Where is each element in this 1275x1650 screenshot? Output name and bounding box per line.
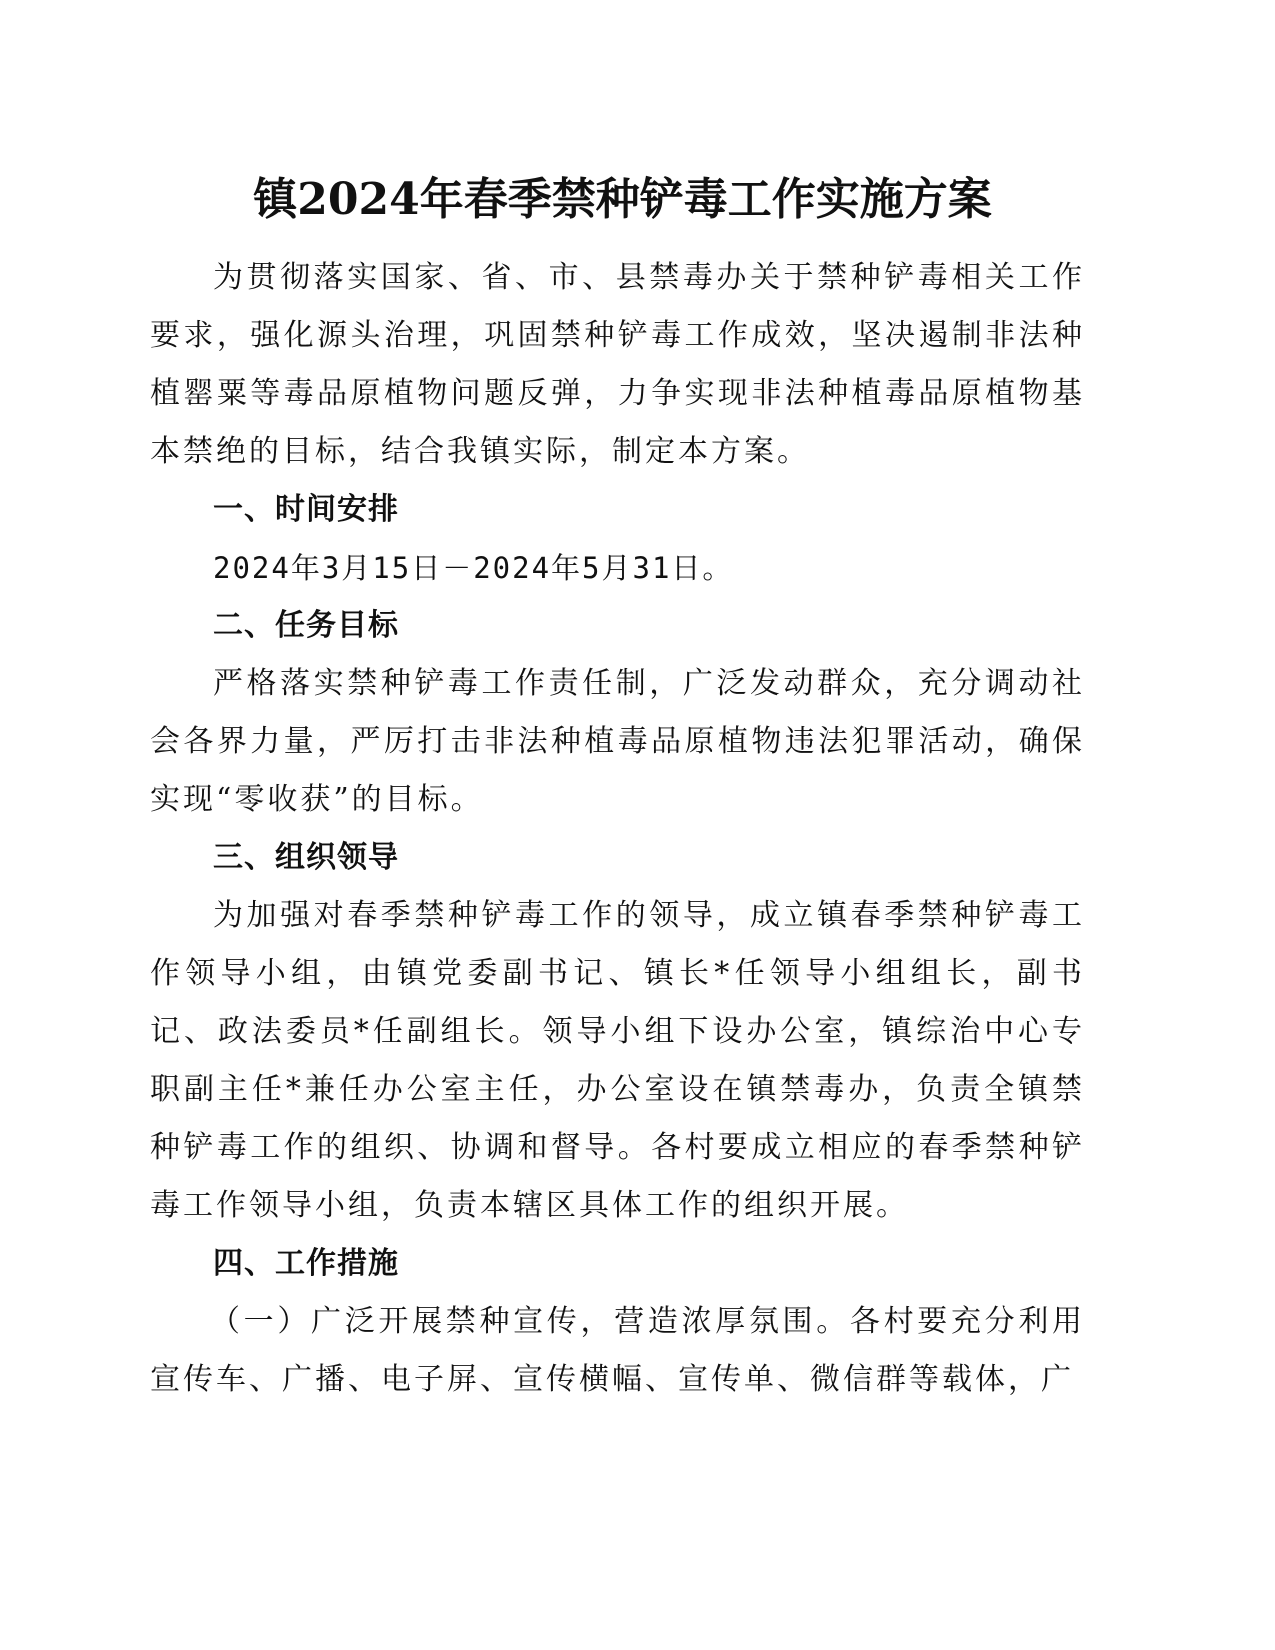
leadership-paragraph: 为加强对春季禁种铲毒工作的领导，成立镇春季禁种铲毒工作领导小组，由镇党委副书记、镇长*任领导小组组长，副书记、政法委员*任副组长。领导小组下设办公室，镇综治中心专职副主任*兼任办公室主任，办公室设在镇禁毒办，负责全镇禁种铲毒工作的组织、协调和督导。各村要成立相应的春季禁种铲毒工作领导小组，负责本辖区具体工作的组织开展。 (150, 898, 1085, 1223)
section-heading-goals: 二、任务目标 (213, 608, 399, 643)
intro-paragraph: 为贯彻落实国家、省、市、县禁毒办关于禁种铲毒相关工作要求，强化源头治理，巩固禁种铲毒工作成效，坚决遏制非法种植罂粟等毒品原植物问题反弹，力争实现非法种植毒品原植物基本禁绝的目标，结合我镇实际，制定本方案。 (150, 260, 1085, 469)
schedule-paragraph: 2024年3月15日－2024年5月31日。 (213, 551, 734, 585)
document-title: 镇2024年春季禁种铲毒工作实施方案 (253, 174, 992, 225)
measures-paragraph: （一）广泛开展禁种宣传，营造浓厚氛围。各村要充分利用宣传车、广播、电子屏、宣传横幅、宣传单、微信群等载体，广 (150, 1304, 1085, 1397)
section-heading-leadership: 三、组织领导 (213, 840, 399, 875)
document-body (150, 249, 1085, 1409)
goals-paragraph: 严格落实禁种铲毒工作责任制，广泛发动群众，充分调动社会各界力量，严厉打击非法种植毒品原植物违法犯罪活动，确保实现“零收获”的目标。 (150, 666, 1085, 817)
section-heading-schedule: 一、时间安排 (213, 492, 399, 527)
section-heading-measures: 四、工作措施 (213, 1246, 399, 1281)
